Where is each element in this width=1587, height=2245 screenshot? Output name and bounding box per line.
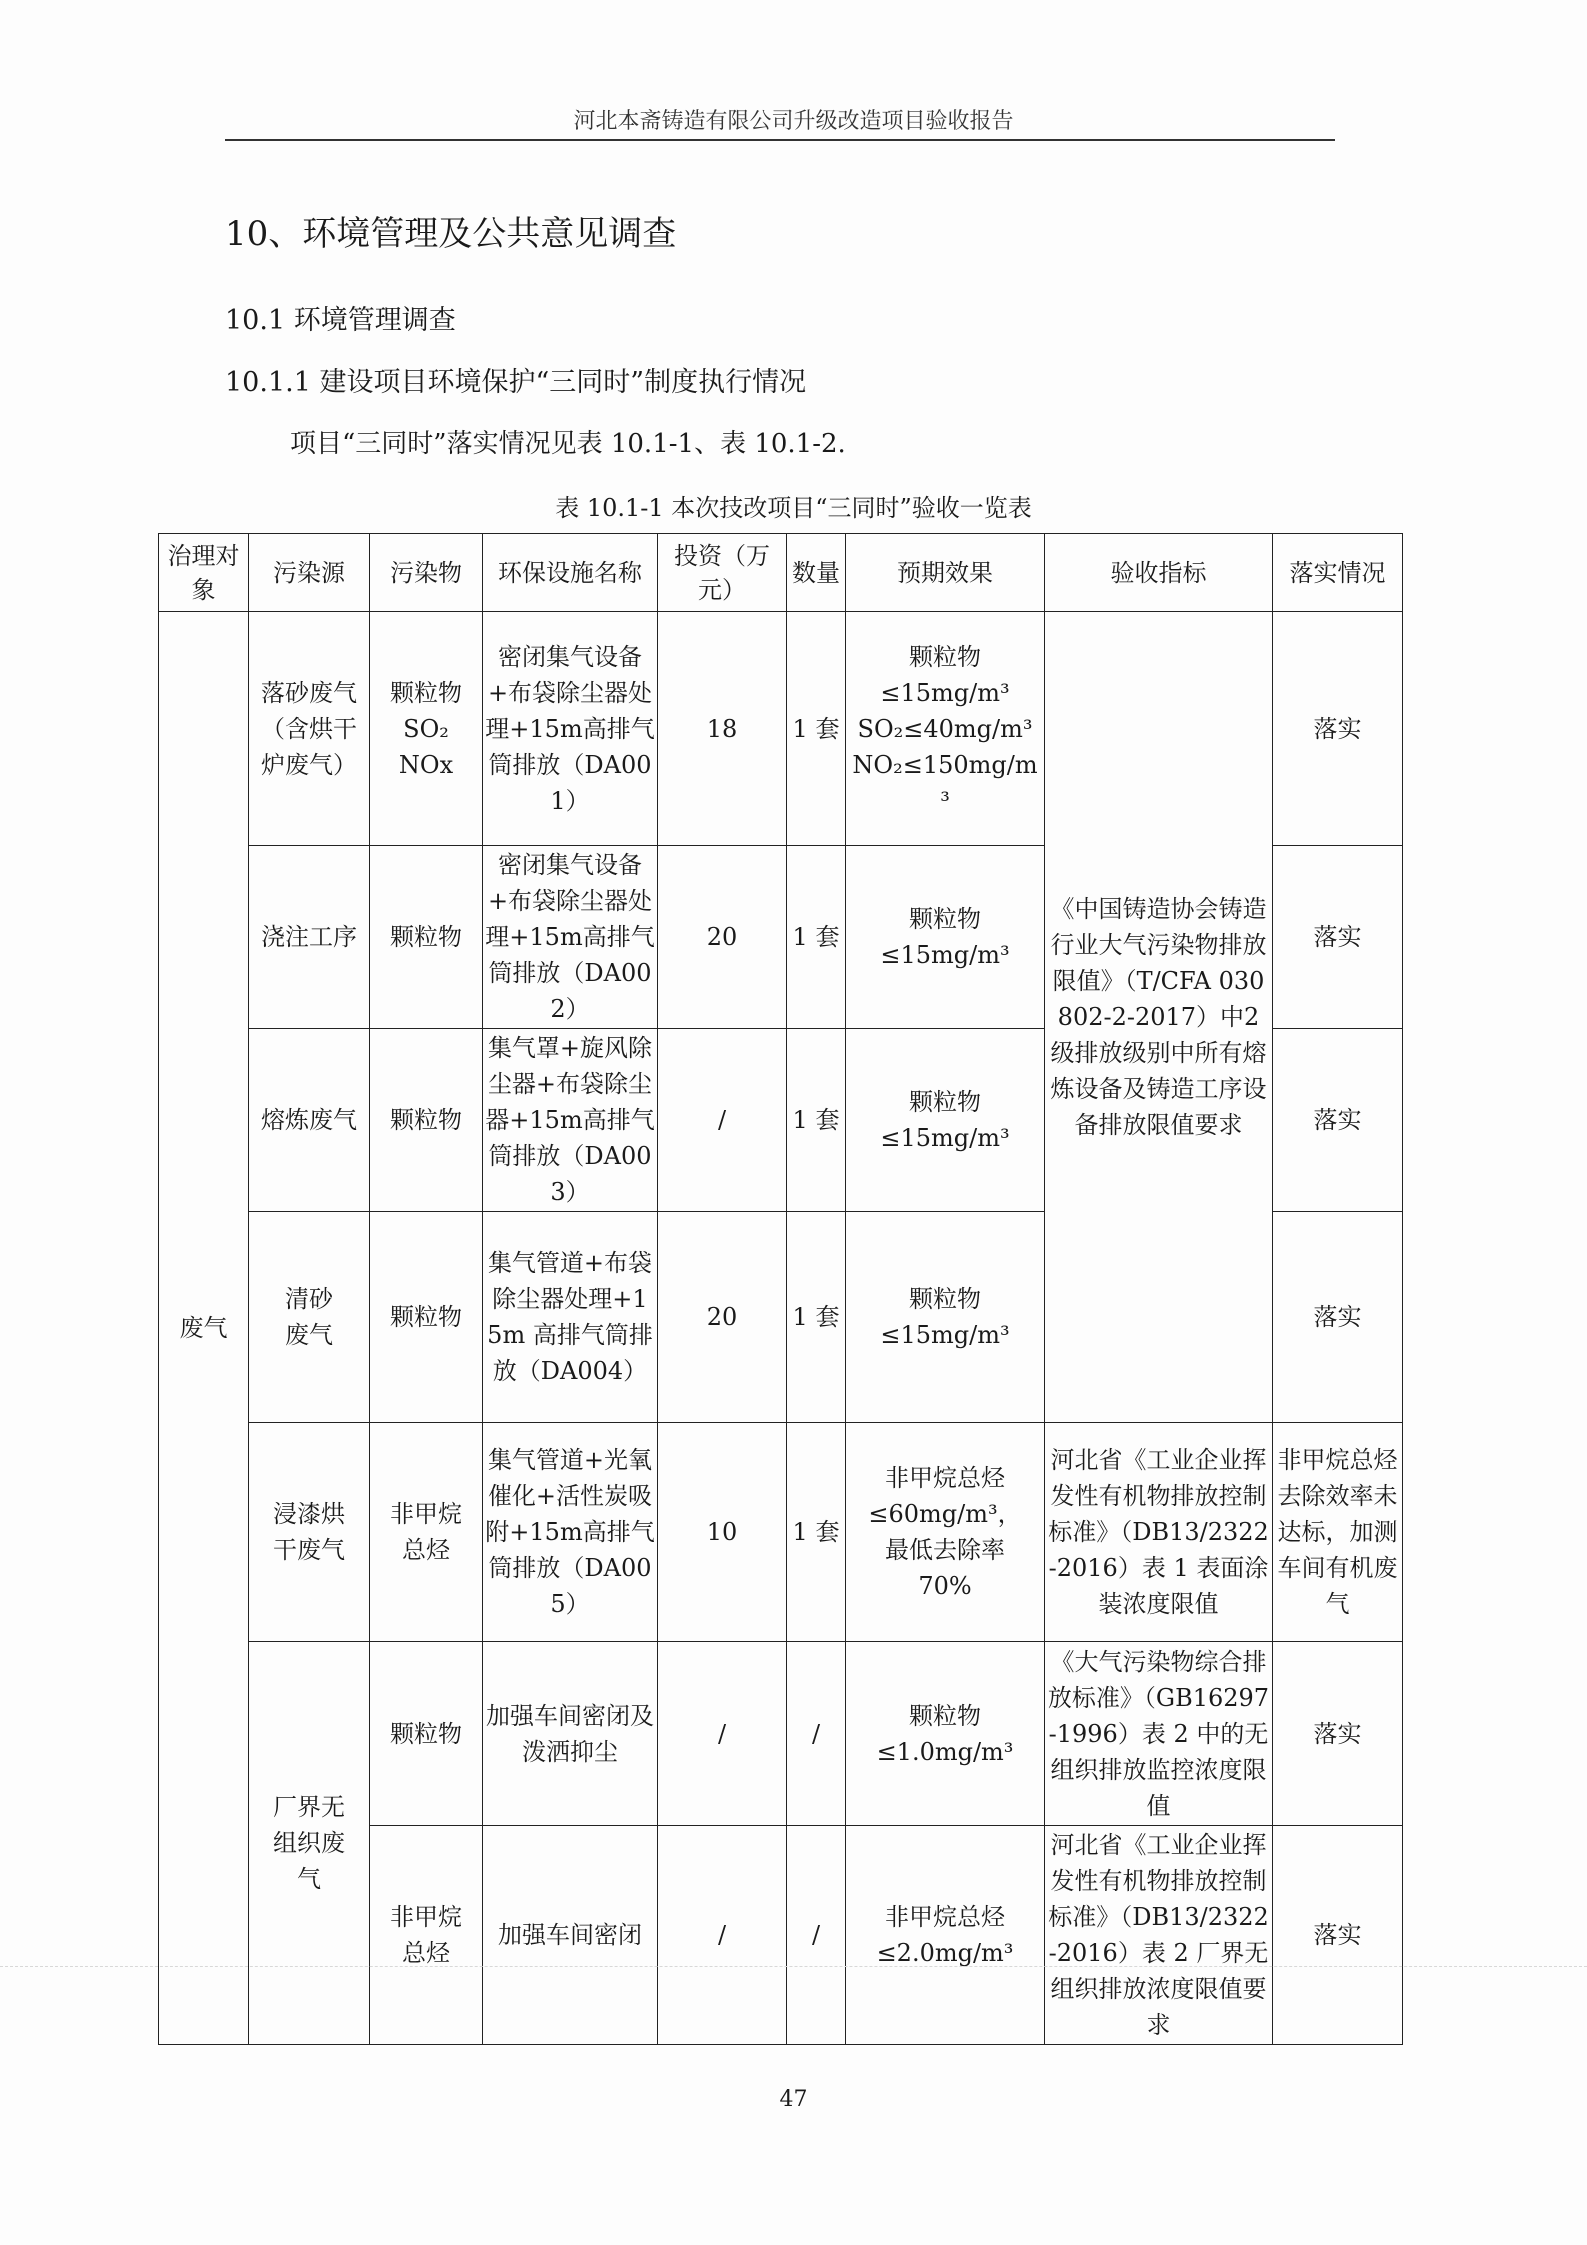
subsection-heading: 10.1 环境管理调查 (225, 305, 456, 336)
standard-cell: 河北省《工业企业挥发性有机物排放控制标准》（DB13/2322-2016）表 2 厂界无组织排放浓度限值要求 (1045, 1826, 1273, 2045)
facility-cell: 集气管道+布袋除尘器处理+15m 高排气筒排放（DA004） (483, 1212, 658, 1423)
standard-cell: 河北省《工业企业挥发性有机物排放控制标准》（DB13/2322-2016）表 1 表面涂装浓度限值 (1045, 1423, 1273, 1642)
effect-cell: 颗粒物 ≤1.0mg/m³ (846, 1642, 1045, 1826)
status-cell: 落实 (1273, 846, 1403, 1029)
source-cell: 熔炼废气 (249, 1029, 370, 1212)
pollutant-cell: 颗粒物 SO₂ NOx (370, 612, 483, 846)
investment-cell: / (658, 1826, 787, 2045)
page-number: 47 (779, 2087, 808, 2112)
effect-cell: 颗粒物 ≤15mg/m³ (846, 1029, 1045, 1212)
source-cell: 浇注工序 (249, 846, 370, 1029)
effect-cell: 非甲烷总烃 ≤60mg/m³， 最低去除率 70% (846, 1423, 1045, 1642)
status-cell: 落实 (1273, 612, 1403, 846)
status-cell: 落实 (1273, 1029, 1403, 1212)
table-row (159, 1642, 1403, 1826)
quantity-cell: 1 套 (787, 1423, 846, 1642)
quantity-cell: 1 套 (787, 1212, 846, 1423)
investment-cell: 20 (658, 846, 787, 1029)
effect-cell: 颗粒物 ≤15mg/m³ (846, 846, 1045, 1029)
status-cell: 落实 (1273, 1826, 1403, 2045)
standard-cell: 《大气污染物综合排放标准》（GB16297-1996）表 2 中的无组织排放监控浓度限值 (1045, 1642, 1273, 1826)
group-cell: 废气 (159, 612, 249, 2045)
pollutant-cell: 颗粒物 (370, 846, 483, 1029)
quantity-cell: 1 套 (787, 846, 846, 1029)
investment-cell: / (658, 1642, 787, 1826)
header-cell: 落实情况 (1273, 534, 1403, 612)
status-cell: 非甲烷总烃去除效率未达标，加测车间有机废气 (1273, 1423, 1403, 1642)
table-row (159, 1423, 1403, 1642)
source-cell: 落砂废气（含烘干炉废气） (249, 612, 370, 846)
effect-cell: 颗粒物 ≤15mg/m³ (846, 1212, 1045, 1423)
pollutant-cell: 颗粒物 (370, 1029, 483, 1212)
effect-cell: 颗粒物 ≤15mg/m³ SO₂≤40mg/m³ NO₂≤150mg/m³ (846, 612, 1045, 846)
header-cell: 投资（万元） (658, 534, 787, 612)
investment-cell: 18 (658, 612, 787, 846)
pollutant-cell: 非甲烷 总烃 (370, 1826, 483, 2045)
investment-cell: 20 (658, 1212, 787, 1423)
header-cell: 污染源 (249, 534, 370, 612)
header-cell: 治理对象 (159, 534, 249, 612)
facility-cell: 加强车间密闭及泼洒抑尘 (483, 1642, 658, 1826)
investment-cell: 10 (658, 1423, 787, 1642)
header-cell: 环保设施名称 (483, 534, 658, 612)
source-cell: 清砂 废气 (249, 1212, 370, 1423)
facility-cell: 密闭集气设备+布袋除尘器处理+15m高排气筒排放（DA002） (483, 846, 658, 1029)
page-header: 河北本斋铸造有限公司升级改造项目验收报告 (573, 109, 1014, 134)
header-cell: 预期效果 (846, 534, 1045, 612)
source-cell: 厂界无 组织废 气 (249, 1642, 370, 2045)
acceptance-table (158, 533, 1403, 2045)
status-cell: 落实 (1273, 1212, 1403, 1423)
header-cell: 验收指标 (1045, 534, 1273, 612)
facility-cell: 集气管道+光氧催化+活性炭吸附+15m高排气筒排放（DA005） (483, 1423, 658, 1642)
facility-cell: 密闭集气设备+布袋除尘器处理+15m高排气筒排放（DA001） (483, 612, 658, 846)
header-cell: 数量 (787, 534, 846, 612)
intro-paragraph: 项目“三同时”落实情况见表 10.1-1、表 10.1-2. (290, 429, 846, 459)
investment-cell: / (658, 1029, 787, 1212)
quantity-cell: 1 套 (787, 1029, 846, 1212)
scan-artifact-line (0, 1966, 1587, 1967)
pollutant-cell: 非甲烷 总烃 (370, 1423, 483, 1642)
header-divider (225, 139, 1335, 141)
pollutant-cell: 颗粒物 (370, 1642, 483, 1826)
facility-cell: 集气罩+旋风除尘器+布袋除尘器+15m高排气筒排放（DA003） (483, 1029, 658, 1212)
table-header-row (159, 534, 1403, 612)
effect-cell: 非甲烷总烃 ≤2.0mg/m³ (846, 1826, 1045, 2045)
status-cell: 落实 (1273, 1642, 1403, 1826)
source-cell: 浸漆烘 干废气 (249, 1423, 370, 1642)
pollutant-cell: 颗粒物 (370, 1212, 483, 1423)
quantity-cell: 1 套 (787, 612, 846, 846)
subsubsection-heading: 10.1.1 建设项目环境保护“三同时”制度执行情况 (225, 367, 807, 398)
standard-cell: 《中国铸造协会铸造行业大气污染物排放限值》（T/CFA 030802-2-2017）中2 级排放级别中所有熔炼设备及铸造工序设备排放限值要求 (1045, 612, 1273, 1423)
header-cell: 污染物 (370, 534, 483, 612)
quantity-cell: / (787, 1642, 846, 1826)
table-caption: 表 10.1-1 本次技改项目“三同时”验收一览表 (555, 494, 1032, 522)
section-heading: 10、环境管理及公共意见调查 (225, 214, 677, 254)
quantity-cell: / (787, 1826, 846, 2045)
table-row (159, 612, 1403, 846)
facility-cell: 加强车间密闭 (483, 1826, 658, 2045)
